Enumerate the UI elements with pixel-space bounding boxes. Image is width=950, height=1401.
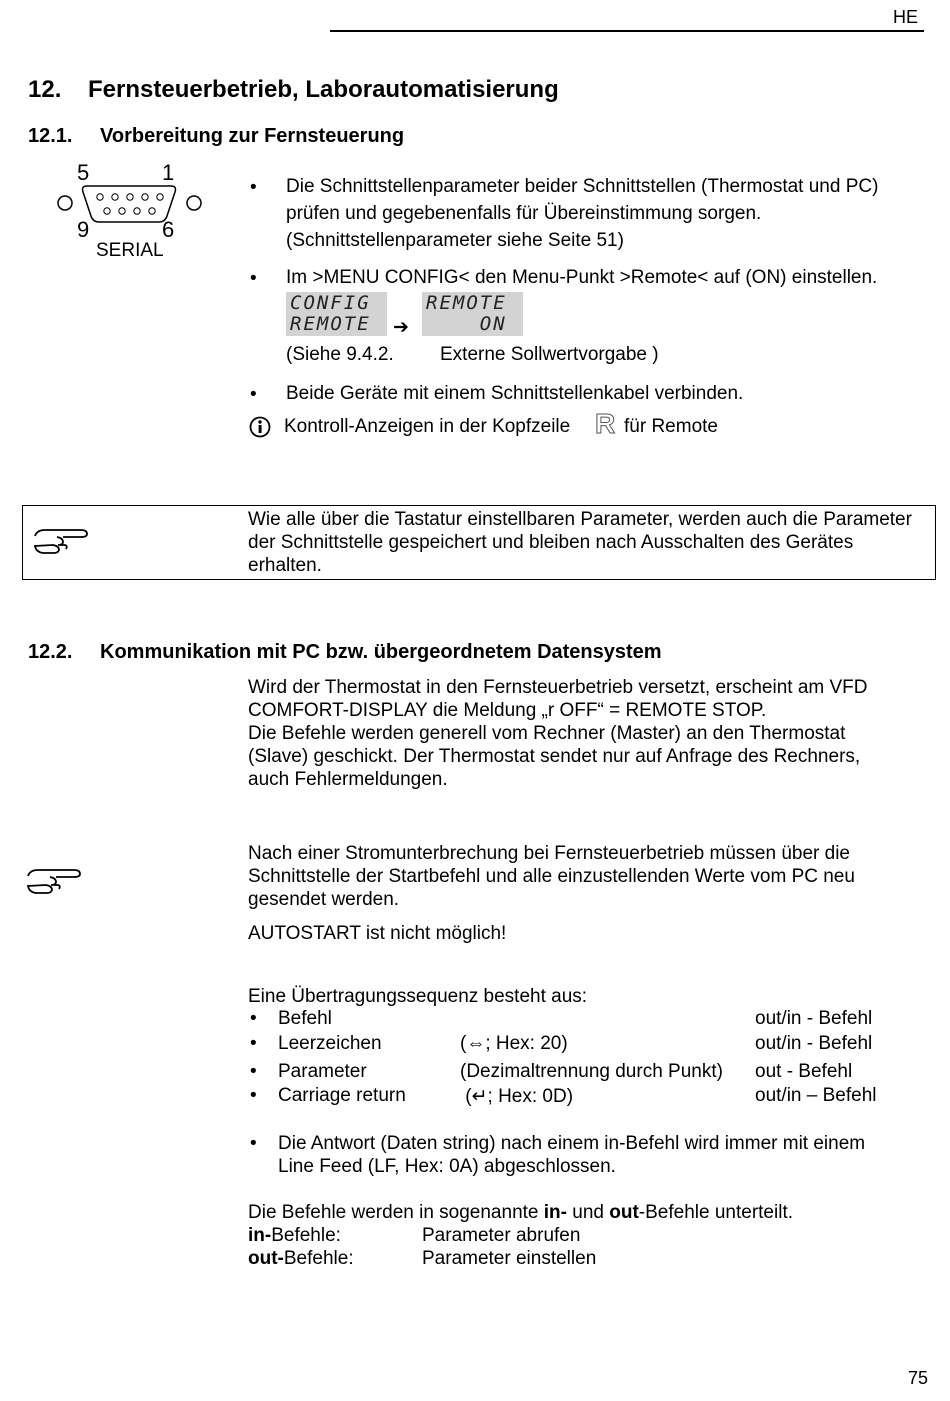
lcd-display-config bbox=[286, 292, 387, 336]
sequence-name: Carriage return bbox=[278, 1085, 406, 1106]
sequence-dir: out/in - Befehl bbox=[755, 1033, 873, 1054]
see-reference-text: Externe Sollwertvorgabe ) bbox=[440, 344, 659, 365]
subsection-1-heading bbox=[28, 125, 404, 148]
sequence-list bbox=[0, 1008, 950, 1108]
bullet-icon: • bbox=[250, 177, 257, 198]
remote-indicator-icon: R bbox=[595, 408, 616, 439]
pointing-hand-icon bbox=[33, 522, 95, 556]
lcd-line: REMOTE bbox=[426, 292, 507, 314]
bullet-text-1: Die Schnittstellenparameter beider Schnittstellen (Thermostat und PC) prüfen und gegebenenfalls für Übereinstimmung sorgen. (Schnittstellenparameter siehe Seite 51) bbox=[286, 176, 879, 251]
right-arrow-icon: ➔ bbox=[393, 317, 409, 338]
answer-line: Die Antwort (Daten string) nach einem in-Befehl wird immer mit einem bbox=[278, 1133, 866, 1154]
sequence-dir: out - Befehl bbox=[755, 1061, 853, 1082]
sequence-row bbox=[0, 1033, 950, 1057]
intro-line: Wird der Thermostat in den Fernsteuerbetrieb versetzt, erscheint am VFD bbox=[248, 677, 868, 698]
subsection-2-heading bbox=[28, 641, 662, 664]
info-line bbox=[249, 408, 929, 442]
subsection-1-title: Vorbereitung zur Fernsteuerung bbox=[100, 125, 405, 147]
in-commands-desc: Parameter abrufen bbox=[422, 1225, 581, 1246]
info-icon bbox=[249, 416, 271, 438]
note-line: gesendet werden. bbox=[248, 889, 400, 910]
lcd-line: CONFIG bbox=[290, 292, 371, 314]
text-fragment: -Befehle unterteilt. bbox=[638, 1202, 793, 1223]
sequence-name: Befehl bbox=[278, 1008, 332, 1029]
bullet-icon: • bbox=[250, 1008, 257, 1029]
section-number: 12. bbox=[28, 76, 62, 103]
pin-9-label: 9 bbox=[77, 217, 90, 242]
lcd-line: REMOTE bbox=[290, 313, 371, 335]
sequence-row bbox=[0, 1008, 950, 1032]
bullet-text-2: Im >MENU CONFIG< den Menu-Punkt >Remote< auf (ON) einstellen. bbox=[286, 267, 878, 288]
subsection-1-number: 12.1. bbox=[28, 125, 73, 147]
intro-line: COMFORT-DISPLAY die Meldung „r OFF“ = REMOTE STOP. bbox=[248, 700, 767, 721]
answer-line: Line Feed (LF, Hex: 0A) abgeschlossen. bbox=[278, 1156, 616, 1177]
bullet-icon: • bbox=[250, 1033, 257, 1054]
autostart-text: AUTOSTART ist nicht möglich! bbox=[248, 923, 507, 944]
out-commands-row bbox=[248, 1247, 354, 1270]
intro-paragraph bbox=[248, 676, 938, 791]
bullet-icon: • bbox=[250, 1085, 257, 1106]
subsection-2-title: Kommunikation mit PC bzw. übergeordnetem Datensystem bbox=[100, 641, 662, 663]
page-number: 75 bbox=[907, 1368, 928, 1388]
info-text-suffix: für Remote bbox=[624, 416, 718, 437]
in-keyword: in- bbox=[543, 1202, 567, 1223]
subsection-2-number: 12.2. bbox=[28, 641, 73, 663]
out-label-bold: out- bbox=[248, 1248, 284, 1269]
command-split-text bbox=[248, 1201, 793, 1224]
lcd-display-remote bbox=[422, 292, 523, 336]
bullet-icon: • bbox=[250, 268, 257, 289]
section-title: Fernsteuerbetrieb, Laborautomatisierung bbox=[88, 76, 559, 103]
out-label: Befehle: bbox=[283, 1248, 354, 1269]
header-rule bbox=[330, 30, 924, 32]
sequence-intro: Eine Übertragungssequenz besteht aus: bbox=[248, 986, 588, 1007]
in-commands-row bbox=[248, 1224, 341, 1247]
power-failure-note bbox=[248, 842, 938, 911]
header-tag: HE bbox=[893, 7, 919, 27]
sequence-desc: (Dezimaltrennung durch Punkt) bbox=[460, 1061, 723, 1082]
sequence-row bbox=[0, 1061, 950, 1085]
note-line: Schnittstelle der Startbefehl und alle einzustellenden Werte vom PC neu bbox=[248, 866, 855, 887]
sequence-name: Parameter bbox=[278, 1061, 367, 1082]
sequence-desc: (⇔; Hex: 20) bbox=[460, 1033, 568, 1054]
sequence-desc: (↵; Hex: 0D) bbox=[460, 1086, 574, 1107]
info-text: Kontroll-Anzeigen in der Kopfzeile bbox=[284, 416, 571, 437]
see-reference bbox=[286, 344, 659, 366]
intro-line: Die Befehle werden generell vom Rechner (Master) an den Thermostat bbox=[248, 723, 846, 744]
intro-line: auch Fehlermeldungen. bbox=[248, 769, 448, 790]
in-label: Befehle: bbox=[271, 1225, 341, 1246]
section-heading bbox=[28, 76, 559, 104]
bullet-icon: • bbox=[250, 384, 257, 405]
sequence-dir: out/in - Befehl bbox=[755, 1008, 873, 1029]
note-box bbox=[22, 505, 936, 580]
sequence-dir: out/in – Befehl bbox=[755, 1085, 877, 1106]
pin-1-label: 1 bbox=[162, 160, 175, 185]
bullet-text-3: Beide Geräte mit einem Schnittstellenkabel verbinden. bbox=[286, 383, 744, 404]
pointing-hand-icon bbox=[26, 862, 88, 896]
see-reference-number: (Siehe 9.4.2. bbox=[286, 344, 394, 365]
out-keyword: out bbox=[609, 1202, 639, 1223]
sequence-row bbox=[0, 1085, 950, 1109]
serial-label: SERIAL bbox=[96, 240, 164, 261]
out-commands-desc: Parameter einstellen bbox=[422, 1248, 597, 1269]
bullet-icon: • bbox=[250, 1061, 257, 1082]
text-fragment: und bbox=[566, 1202, 610, 1223]
in-label-bold: in- bbox=[248, 1225, 272, 1246]
sequence-name: Leerzeichen bbox=[278, 1033, 382, 1054]
note-text: Wie alle über die Tastatur einstellbaren Parameter, werden auch die Parameter der Schnittstelle gespeichert und bleiben nach Ausschalten des Gerätes erhalten. bbox=[248, 509, 912, 576]
intro-line: (Slave) geschickt. Der Thermostat sendet nur auf Anfrage des Rechners, bbox=[248, 746, 861, 767]
answer-text bbox=[278, 1132, 928, 1178]
pin-5-label: 5 bbox=[77, 160, 90, 185]
pin-6-label: 6 bbox=[162, 217, 175, 242]
bullet-icon: • bbox=[250, 1133, 257, 1154]
text-fragment: Die Befehle werden in sogenannte bbox=[248, 1202, 544, 1223]
lcd-line: ON bbox=[426, 313, 507, 335]
serial-connector-diagram bbox=[55, 160, 215, 265]
note-line: Nach einer Stromunterbrechung bei Fernsteuerbetrieb müssen über die bbox=[248, 843, 850, 864]
